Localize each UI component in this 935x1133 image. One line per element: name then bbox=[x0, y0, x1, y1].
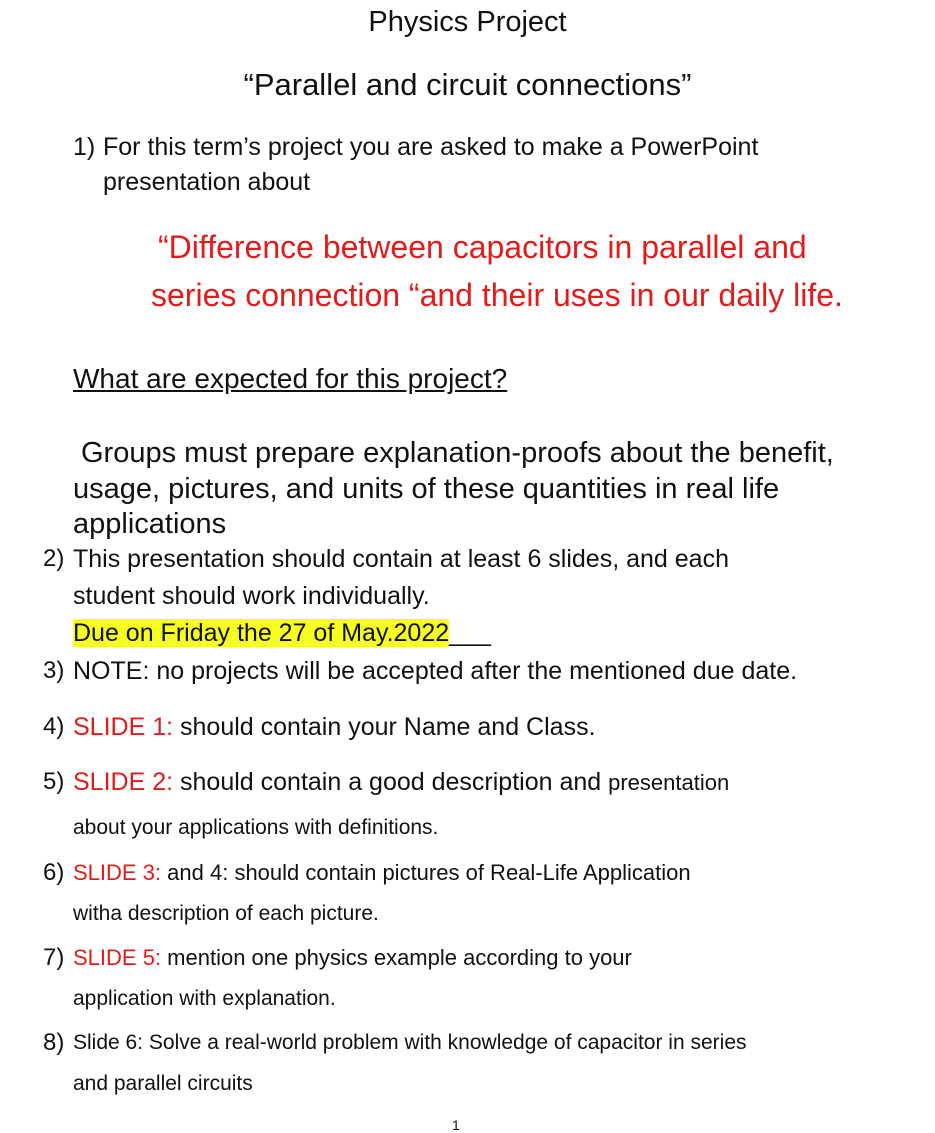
slide-1-label: SLIDE 1: bbox=[73, 713, 174, 741]
project-subtitle: “Parallel and circuit connections” bbox=[243, 67, 692, 102]
slide-2-text-small: presentation bbox=[608, 770, 730, 795]
item-6-number: 6) bbox=[43, 859, 65, 886]
item-7-number: 7) bbox=[43, 944, 65, 971]
item-3-number: 3) bbox=[43, 657, 65, 684]
slide-5-label: SLIDE 5: bbox=[73, 945, 162, 970]
groups-line-1: Groups must prepare explanation-proofs about the benefit, bbox=[81, 437, 834, 469]
item-1-line-2: presentation about bbox=[103, 168, 311, 196]
item-4-number: 4) bbox=[43, 713, 65, 740]
item-5-line-2: about your applications with definitions. bbox=[73, 816, 439, 839]
page-number: 1 bbox=[452, 1117, 460, 1133]
slide-3-text: and 4: should contain pictures of Real-Life Application bbox=[167, 860, 691, 885]
item-1-number: 1) bbox=[73, 133, 96, 161]
due-date-blank: ___ bbox=[449, 619, 491, 647]
due-date-highlight: Due on Friday the 27 of May.2022 bbox=[73, 619, 450, 647]
item-7-line-1 bbox=[73, 945, 632, 971]
item-1-line-1: For this term’s project you are asked to make a PowerPoint bbox=[103, 133, 759, 161]
topic-line-2: series connection “and their uses in our daily life. bbox=[151, 277, 843, 313]
slide-5-text: mention one physics example according to your bbox=[167, 945, 632, 970]
item-3-note bbox=[73, 657, 797, 686]
item-5-line-1 bbox=[73, 768, 729, 797]
item-6-line-2: witha description of each picture. bbox=[73, 902, 379, 925]
note-label: NOTE: bbox=[73, 657, 150, 685]
item-2-line-2: student should work individually. bbox=[73, 582, 430, 610]
item-7-line-2: application with explanation. bbox=[73, 987, 336, 1010]
slide-2-label: SLIDE 2: bbox=[73, 768, 174, 796]
slide-1-text: should contain your Name and Class. bbox=[180, 713, 596, 741]
slide-3-label: SLIDE 3: bbox=[73, 860, 162, 885]
expected-heading: What are expected for this project? bbox=[73, 363, 508, 394]
item-6-line-1 bbox=[73, 860, 691, 886]
item-8-line-2: and parallel circuits bbox=[73, 1072, 253, 1095]
topic-line-1: “Difference between capacitors in parallel and bbox=[158, 229, 807, 265]
due-date bbox=[73, 619, 491, 648]
item-5-number: 5) bbox=[43, 768, 65, 795]
item-4-line-1 bbox=[73, 713, 596, 742]
groups-line-2: usage, pictures, and units of these quantities in real life bbox=[73, 473, 780, 505]
item-2-line-1: This presentation should contain at least 6 slides, and each bbox=[73, 545, 729, 573]
note-text: no projects will be accepted after the mentioned due date. bbox=[156, 657, 798, 685]
page-title: Physics Project bbox=[368, 6, 567, 38]
groups-line-3: applications bbox=[73, 508, 227, 540]
item-2-number: 2) bbox=[43, 545, 65, 572]
item-8-number: 8) bbox=[43, 1029, 65, 1056]
slide-2-text: should contain a good description and bbox=[180, 768, 602, 796]
item-8-line-1: Slide 6: Solve a real-world problem with knowledge of capacitor in series bbox=[73, 1031, 747, 1054]
